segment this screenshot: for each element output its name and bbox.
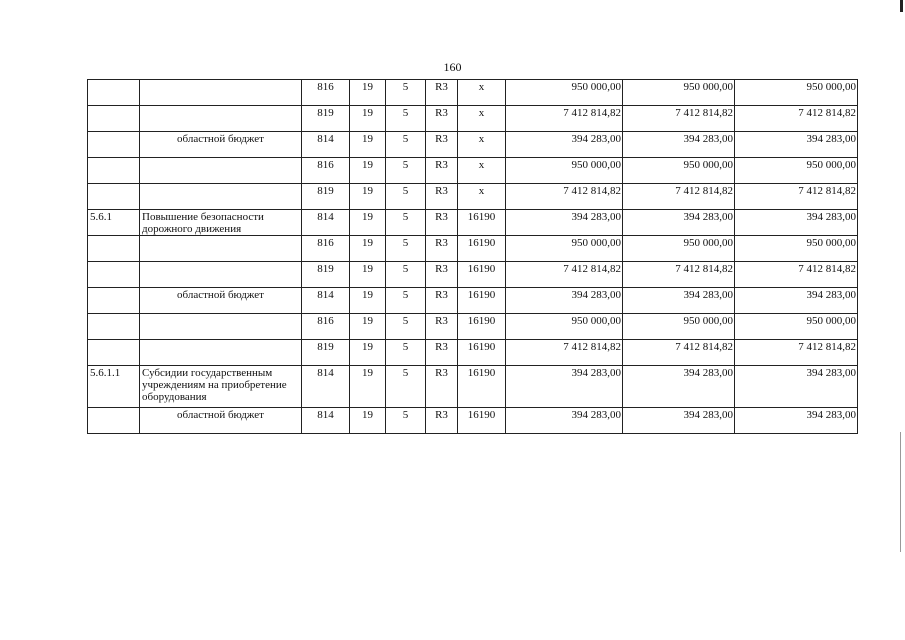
subsection-code-cell: 5 bbox=[386, 288, 426, 314]
amount-year2-cell: 7 412 814,82 bbox=[623, 262, 735, 288]
program-code-cell: R3 bbox=[426, 314, 458, 340]
kvsr-code-cell: 816 bbox=[302, 314, 350, 340]
amount-year1-cell: 950 000,00 bbox=[506, 314, 623, 340]
section-code-cell: 19 bbox=[350, 314, 386, 340]
subsection-code-cell: 5 bbox=[386, 106, 426, 132]
amount-year3-cell: 394 283,00 bbox=[735, 210, 858, 236]
amount-year1-cell: 7 412 814,82 bbox=[506, 262, 623, 288]
kvsr-code-cell: 819 bbox=[302, 184, 350, 210]
program-code-cell: R3 bbox=[426, 158, 458, 184]
program-code-cell: R3 bbox=[426, 236, 458, 262]
subsection-code-cell: 5 bbox=[386, 340, 426, 366]
program-code-cell: R3 bbox=[426, 106, 458, 132]
amount-year2-cell: 394 283,00 bbox=[623, 366, 735, 408]
amount-year2-cell: 7 412 814,82 bbox=[623, 106, 735, 132]
subsection-code-cell: 5 bbox=[386, 184, 426, 210]
table-row bbox=[88, 132, 858, 158]
amount-year2-cell: 394 283,00 bbox=[623, 210, 735, 236]
program-code-cell: R3 bbox=[426, 80, 458, 106]
amount-year2-cell: 394 283,00 bbox=[623, 132, 735, 158]
row-name-cell bbox=[140, 106, 302, 132]
row-name-cell: Субсидии государственным учреждениям на приобретение оборудования bbox=[140, 366, 302, 408]
subsection-code-cell: 5 bbox=[386, 314, 426, 340]
target-code-cell: x bbox=[458, 80, 506, 106]
row-number-cell bbox=[88, 106, 140, 132]
table-body bbox=[88, 80, 858, 434]
row-name-cell bbox=[140, 262, 302, 288]
kvsr-code-cell: 814 bbox=[302, 210, 350, 236]
program-code-cell: R3 bbox=[426, 366, 458, 408]
amount-year3-cell: 7 412 814,82 bbox=[735, 184, 858, 210]
amount-year3-cell: 950 000,00 bbox=[735, 236, 858, 262]
row-number-cell bbox=[88, 158, 140, 184]
row-name-cell: Повышение безопасности дорожного движения bbox=[140, 210, 302, 236]
row-number-cell: 5.6.1 bbox=[88, 210, 140, 236]
amount-year3-cell: 950 000,00 bbox=[735, 158, 858, 184]
row-name-cell bbox=[140, 158, 302, 184]
program-code-cell: R3 bbox=[426, 340, 458, 366]
row-number-cell: 5.6.1.1 bbox=[88, 366, 140, 408]
amount-year3-cell: 394 283,00 bbox=[735, 288, 858, 314]
target-code-cell: 16190 bbox=[458, 288, 506, 314]
target-code-cell: 16190 bbox=[458, 314, 506, 340]
section-code-cell: 19 bbox=[350, 106, 386, 132]
section-code-cell: 19 bbox=[350, 340, 386, 366]
section-code-cell: 19 bbox=[350, 80, 386, 106]
kvsr-code-cell: 814 bbox=[302, 408, 350, 434]
subsection-code-cell: 5 bbox=[386, 236, 426, 262]
section-code-cell: 19 bbox=[350, 408, 386, 434]
row-number-cell bbox=[88, 314, 140, 340]
row-name-cell bbox=[140, 80, 302, 106]
table-row bbox=[88, 314, 858, 340]
section-code-cell: 19 bbox=[350, 236, 386, 262]
target-code-cell: x bbox=[458, 106, 506, 132]
table-row bbox=[88, 288, 858, 314]
section-code-cell: 19 bbox=[350, 262, 386, 288]
amount-year1-cell: 950 000,00 bbox=[506, 80, 623, 106]
amount-year1-cell: 394 283,00 bbox=[506, 210, 623, 236]
amount-year2-cell: 950 000,00 bbox=[623, 314, 735, 340]
amount-year2-cell: 950 000,00 bbox=[623, 80, 735, 106]
section-code-cell: 19 bbox=[350, 184, 386, 210]
program-code-cell: R3 bbox=[426, 132, 458, 158]
amount-year1-cell: 394 283,00 bbox=[506, 366, 623, 408]
amount-year3-cell: 394 283,00 bbox=[735, 408, 858, 434]
row-number-cell bbox=[88, 288, 140, 314]
amount-year1-cell: 394 283,00 bbox=[506, 132, 623, 158]
program-code-cell: R3 bbox=[426, 288, 458, 314]
section-code-cell: 19 bbox=[350, 366, 386, 408]
row-number-cell bbox=[88, 184, 140, 210]
table-row bbox=[88, 158, 858, 184]
row-number-cell bbox=[88, 132, 140, 158]
subsection-code-cell: 5 bbox=[386, 132, 426, 158]
section-code-cell: 19 bbox=[350, 132, 386, 158]
amount-year3-cell: 950 000,00 bbox=[735, 314, 858, 340]
amount-year2-cell: 394 283,00 bbox=[623, 408, 735, 434]
target-code-cell: 16190 bbox=[458, 262, 506, 288]
table-row bbox=[88, 236, 858, 262]
budget-table bbox=[87, 79, 858, 434]
row-name-cell bbox=[140, 184, 302, 210]
kvsr-code-cell: 816 bbox=[302, 236, 350, 262]
target-code-cell: x bbox=[458, 158, 506, 184]
program-code-cell: R3 bbox=[426, 262, 458, 288]
amount-year3-cell: 394 283,00 bbox=[735, 366, 858, 408]
table-row bbox=[88, 366, 858, 408]
subsection-code-cell: 5 bbox=[386, 262, 426, 288]
target-code-cell: 16190 bbox=[458, 366, 506, 408]
section-code-cell: 19 bbox=[350, 288, 386, 314]
program-code-cell: R3 bbox=[426, 184, 458, 210]
row-name-cell bbox=[140, 340, 302, 366]
target-code-cell: 16190 bbox=[458, 408, 506, 434]
amount-year1-cell: 394 283,00 bbox=[506, 408, 623, 434]
amount-year3-cell: 394 283,00 bbox=[735, 132, 858, 158]
row-number-cell bbox=[88, 340, 140, 366]
amount-year1-cell: 7 412 814,82 bbox=[506, 106, 623, 132]
table-row bbox=[88, 408, 858, 434]
section-code-cell: 19 bbox=[350, 158, 386, 184]
amount-year2-cell: 950 000,00 bbox=[623, 236, 735, 262]
page-number: 160 bbox=[443, 60, 462, 74]
scan-edge-line bbox=[900, 432, 901, 552]
table-row bbox=[88, 340, 858, 366]
amount-year3-cell: 7 412 814,82 bbox=[735, 262, 858, 288]
kvsr-code-cell: 814 bbox=[302, 366, 350, 408]
table-row bbox=[88, 184, 858, 210]
amount-year3-cell: 7 412 814,82 bbox=[735, 340, 858, 366]
table-row bbox=[88, 80, 858, 106]
amount-year1-cell: 950 000,00 bbox=[506, 236, 623, 262]
amount-year1-cell: 7 412 814,82 bbox=[506, 340, 623, 366]
row-name-cell: областной бюджет bbox=[140, 132, 302, 158]
row-number-cell bbox=[88, 236, 140, 262]
section-code-cell: 19 bbox=[350, 210, 386, 236]
amount-year2-cell: 950 000,00 bbox=[623, 158, 735, 184]
amount-year1-cell: 394 283,00 bbox=[506, 288, 623, 314]
target-code-cell: x bbox=[458, 132, 506, 158]
row-name-cell: областной бюджет bbox=[140, 288, 302, 314]
amount-year2-cell: 7 412 814,82 bbox=[623, 340, 735, 366]
program-code-cell: R3 bbox=[426, 408, 458, 434]
target-code-cell: 16190 bbox=[458, 340, 506, 366]
kvsr-code-cell: 814 bbox=[302, 288, 350, 314]
amount-year1-cell: 950 000,00 bbox=[506, 158, 623, 184]
kvsr-code-cell: 819 bbox=[302, 106, 350, 132]
subsection-code-cell: 5 bbox=[386, 408, 426, 434]
target-code-cell: 16190 bbox=[458, 210, 506, 236]
subsection-code-cell: 5 bbox=[386, 210, 426, 236]
table-row bbox=[88, 210, 858, 236]
amount-year3-cell: 7 412 814,82 bbox=[735, 106, 858, 132]
kvsr-code-cell: 816 bbox=[302, 80, 350, 106]
amount-year1-cell: 7 412 814,82 bbox=[506, 184, 623, 210]
row-number-cell bbox=[88, 80, 140, 106]
amount-year2-cell: 7 412 814,82 bbox=[623, 184, 735, 210]
program-code-cell: R3 bbox=[426, 210, 458, 236]
row-number-cell bbox=[88, 262, 140, 288]
scan-edge-mark bbox=[900, 0, 903, 12]
row-number-cell bbox=[88, 408, 140, 434]
row-name-cell: областной бюджет bbox=[140, 408, 302, 434]
kvsr-code-cell: 814 bbox=[302, 132, 350, 158]
table-row bbox=[88, 262, 858, 288]
kvsr-code-cell: 816 bbox=[302, 158, 350, 184]
subsection-code-cell: 5 bbox=[386, 366, 426, 408]
table-row bbox=[88, 106, 858, 132]
kvsr-code-cell: 819 bbox=[302, 262, 350, 288]
target-code-cell: x bbox=[458, 184, 506, 210]
target-code-cell: 16190 bbox=[458, 236, 506, 262]
amount-year3-cell: 950 000,00 bbox=[735, 80, 858, 106]
subsection-code-cell: 5 bbox=[386, 158, 426, 184]
row-name-cell bbox=[140, 314, 302, 340]
amount-year2-cell: 394 283,00 bbox=[623, 288, 735, 314]
row-name-cell bbox=[140, 236, 302, 262]
kvsr-code-cell: 819 bbox=[302, 340, 350, 366]
subsection-code-cell: 5 bbox=[386, 80, 426, 106]
